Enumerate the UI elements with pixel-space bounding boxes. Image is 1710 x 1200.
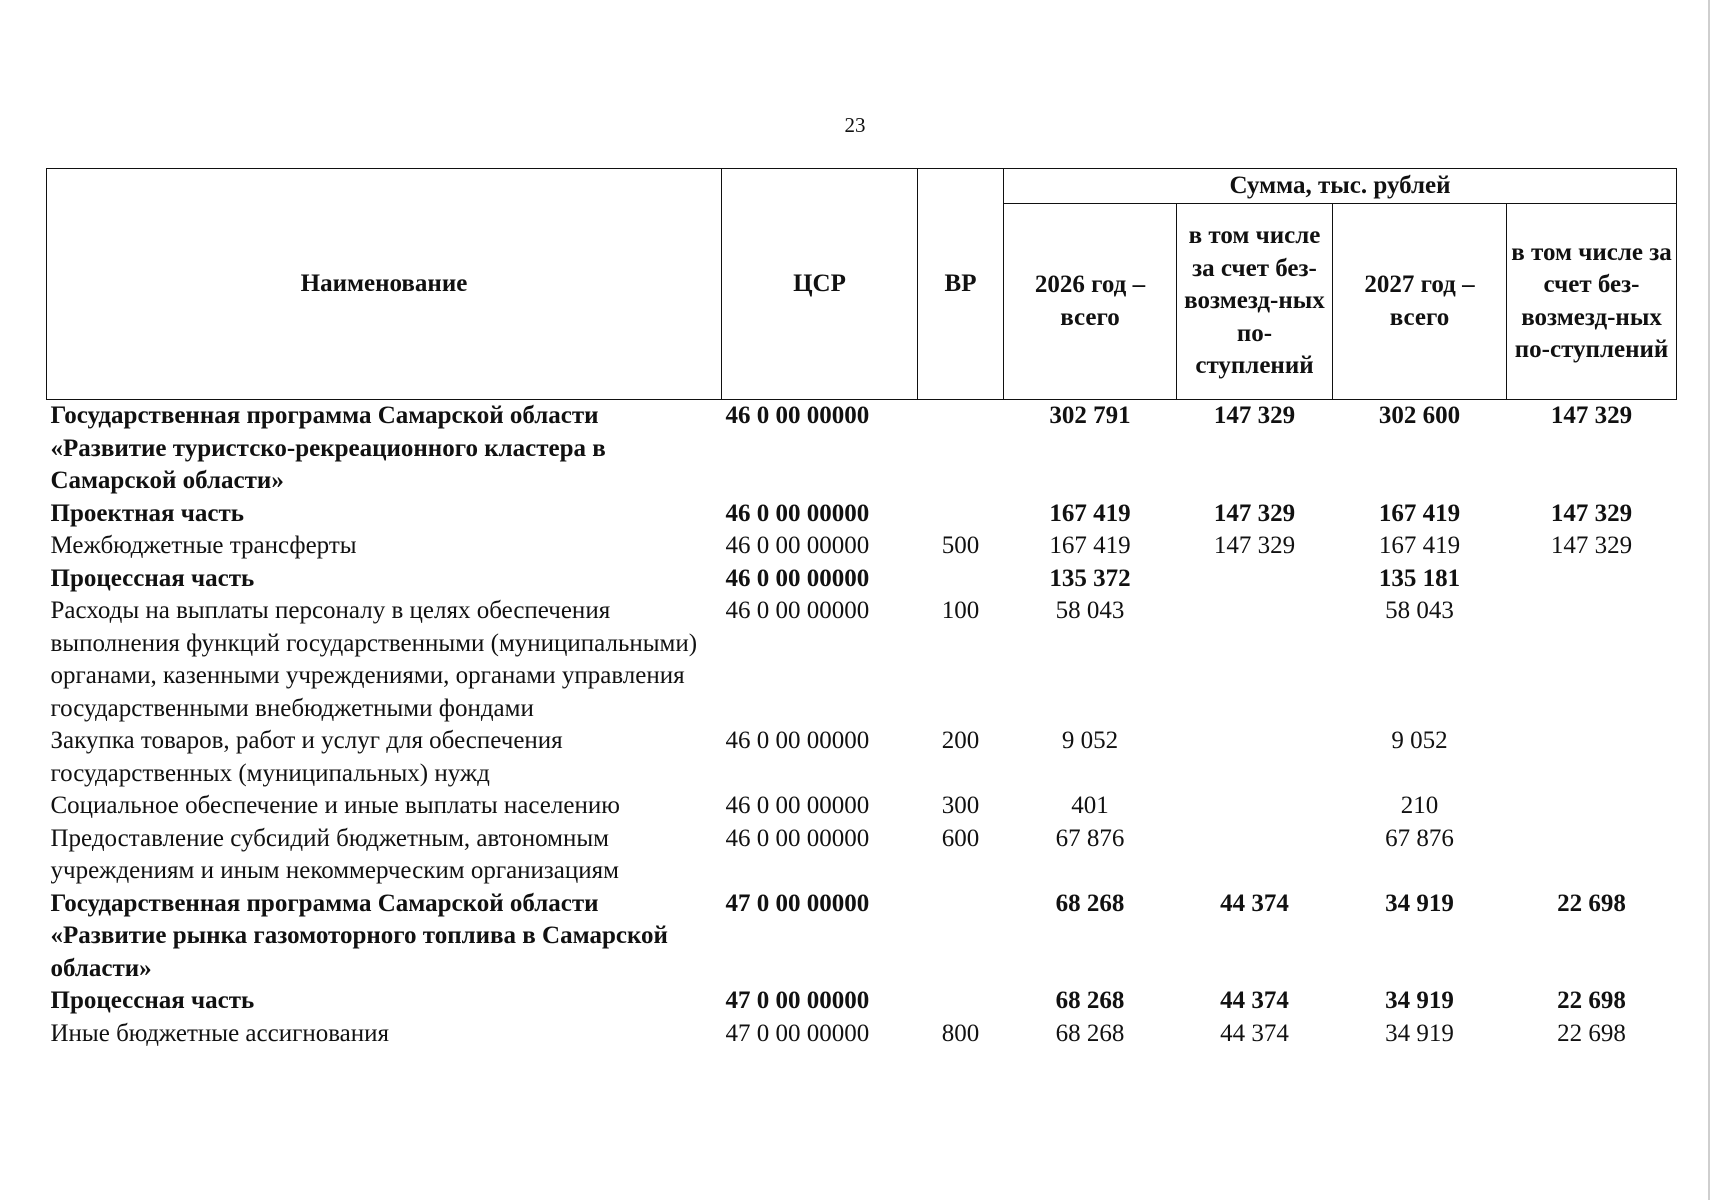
- row-csr: 46 0 00 00000: [725, 532, 870, 559]
- row-vr: 500: [941, 532, 980, 559]
- row-vr: [918, 400, 1004, 498]
- row-csr: 46 0 00 00000: [725, 727, 870, 754]
- row-2027-free: 147 329: [1550, 402, 1633, 429]
- row-2026-total: 167 419: [1049, 532, 1131, 559]
- row-2027-total: 34 919: [1385, 987, 1454, 1014]
- table-row: [47, 595, 1677, 725]
- row-2026-free: 44 374: [1220, 1019, 1289, 1047]
- row-2027-free: 147 329: [1550, 499, 1633, 527]
- row-2027-total: 67 876: [1385, 824, 1454, 852]
- row-2027-free: 22 698: [1557, 987, 1626, 1014]
- header-sum-group: Сумма, тыс. рублей: [1004, 169, 1677, 204]
- row-2027-free: 22 698: [1557, 889, 1626, 917]
- row-csr: 47 0 00 00000: [725, 889, 870, 917]
- row-name: Межбюджетные трансферты: [50, 532, 357, 559]
- table-row: [47, 985, 1677, 1018]
- header-vr: ВР: [918, 169, 1004, 400]
- table-row: [47, 400, 1677, 498]
- row-csr: 46 0 00 00000: [725, 564, 870, 592]
- row-vr: [918, 888, 1004, 986]
- row-2027-total: 167 419: [1378, 499, 1461, 527]
- row-csr: 46 0 00 00000: [725, 597, 870, 624]
- row-2026-free: [1177, 595, 1333, 725]
- row-2026-total: 68 268: [1055, 1019, 1125, 1047]
- table-row: [47, 498, 1677, 531]
- budget-table: [46, 168, 1677, 1050]
- row-csr: 46 0 00 00000: [725, 792, 870, 819]
- table-row: [47, 563, 1677, 596]
- row-csr: 47 0 00 00000: [725, 1019, 870, 1047]
- table-header: [47, 169, 1677, 400]
- row-2027-total: 9 052: [1391, 727, 1448, 754]
- row-2026-free: 147 329: [1213, 499, 1296, 527]
- row-vr: [918, 985, 1004, 1018]
- row-2026-total: 9 052: [1061, 727, 1119, 754]
- row-2026-total: 68 268: [1055, 987, 1125, 1014]
- row-2027-free: [1507, 790, 1677, 823]
- table-body: [47, 400, 1677, 1051]
- row-2027-free: [1507, 563, 1677, 596]
- row-2027-total: 135 181: [1378, 564, 1461, 592]
- row-2027-free: 22 698: [1557, 1019, 1626, 1047]
- row-2026-free: 147 329: [1213, 532, 1296, 559]
- row-2026-total: 58 043: [1055, 597, 1125, 624]
- row-2026-free: 147 329: [1213, 402, 1296, 429]
- row-vr: [918, 498, 1004, 531]
- row-name: Предоставление субсидий бюджетным, автономным учреждениям и иным некоммерческим организациям: [50, 824, 619, 884]
- row-2026-total: 135 372: [1049, 564, 1131, 592]
- row-name: Государственная программа Самарской области «Развитие туристско-рекреационного кластера в Самарской области»: [50, 402, 606, 494]
- row-vr: 100: [941, 597, 980, 624]
- row-2026-total: 68 268: [1055, 889, 1125, 917]
- row-csr: 47 0 00 00000: [725, 987, 870, 1014]
- row-vr: 800: [941, 1019, 980, 1047]
- row-vr: [918, 563, 1004, 596]
- header-csr: ЦСР: [722, 169, 918, 400]
- row-name: Иные бюджетные ассигнования: [50, 1019, 390, 1047]
- row-vr: 600: [941, 824, 980, 852]
- row-2026-free: 44 374: [1220, 987, 1289, 1014]
- table-row: [47, 1018, 1677, 1051]
- table-row: [47, 888, 1677, 986]
- page-number: 23: [844, 113, 866, 137]
- row-2027-total: 167 419: [1378, 532, 1461, 559]
- row-2026-total: 302 791: [1049, 402, 1131, 429]
- row-2026-total: 67 876: [1055, 824, 1125, 852]
- row-2027-free: 147 329: [1550, 532, 1633, 559]
- table-row: [47, 823, 1677, 888]
- row-name: Социальное обеспечение и иные выплаты населению: [50, 792, 620, 819]
- row-csr: 46 0 00 00000: [725, 402, 870, 429]
- table-row: [47, 790, 1677, 823]
- row-2027-total: 210: [1400, 792, 1439, 819]
- row-2026-free: [1177, 790, 1333, 823]
- header-name: Наименование: [47, 169, 722, 400]
- table-row: [47, 530, 1677, 563]
- row-csr: 46 0 00 00000: [725, 824, 870, 852]
- row-2027-total: 34 919: [1385, 889, 1454, 917]
- row-2026-free: [1177, 563, 1333, 596]
- row-2027-total: 34 919: [1385, 1019, 1454, 1047]
- row-2026-total: 401: [1071, 792, 1109, 819]
- row-name: Закупка товаров, работ и услуг для обеспечения государственных (муниципальных) нужд: [50, 727, 563, 787]
- row-2027-total: 58 043: [1385, 597, 1454, 624]
- row-vr: 300: [941, 792, 980, 819]
- row-2026-free: [1177, 823, 1333, 888]
- row-name: Расходы на выплаты персоналу в целях обеспечения выполнения функций государственными (муниципальными) органами, казенными учреждениями, органами управления государственными внебюджетными фондами: [50, 597, 698, 722]
- row-name: Процессная часть: [50, 987, 255, 1014]
- row-2026-free: 44 374: [1220, 889, 1289, 917]
- header-2026-total: 2026 год – всего: [1004, 204, 1177, 400]
- row-csr: 46 0 00 00000: [725, 499, 870, 527]
- table-row: [47, 725, 1677, 790]
- row-name: Государственная программа Самарской области «Развитие рынка газомоторного топлива в Самарской области»: [50, 889, 668, 982]
- row-2027-free: [1507, 823, 1677, 888]
- header-2027-total: 2027 год – всего: [1333, 204, 1507, 400]
- row-2026-free: [1177, 725, 1333, 790]
- header-2027-free: в том числе за счет без-возмезд-ных по-ступлений: [1507, 204, 1677, 400]
- row-2027-free: [1507, 595, 1677, 725]
- row-2027-total: 302 600: [1378, 402, 1461, 429]
- row-name: Процессная часть: [50, 564, 255, 592]
- row-2027-free: [1507, 725, 1677, 790]
- header-2026-free: в том числе за счет без-возмезд-ных по-ступлений: [1177, 204, 1333, 400]
- row-2026-total: 167 419: [1049, 499, 1131, 527]
- row-vr: 200: [941, 727, 980, 754]
- row-name: Проектная часть: [50, 499, 245, 527]
